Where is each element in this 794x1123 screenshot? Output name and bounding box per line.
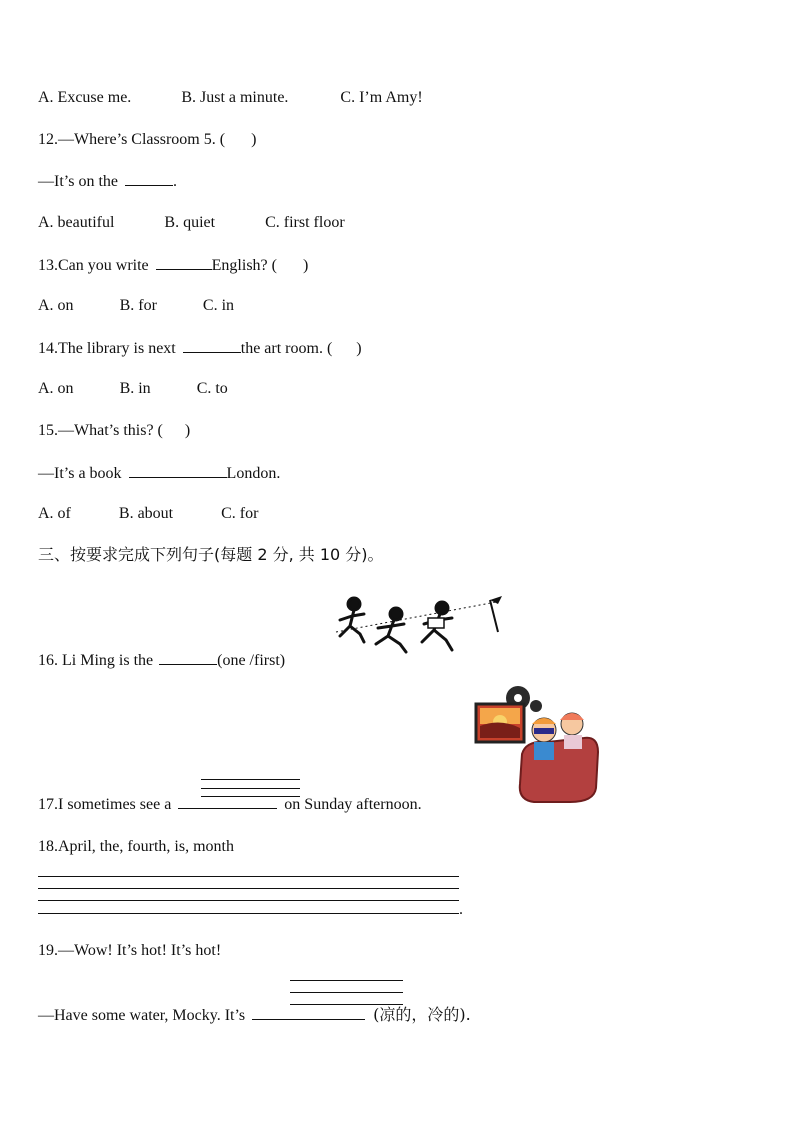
q18-rule-3[interactable] bbox=[38, 900, 459, 901]
q15-stem-end: ) bbox=[184, 422, 191, 439]
q12-stem-end: ) bbox=[251, 131, 257, 148]
q12-option-b[interactable]: B. quiet bbox=[164, 214, 216, 231]
q14-stem-pre: 14.The library is next bbox=[38, 340, 176, 357]
q18-rule-2[interactable] bbox=[38, 888, 459, 889]
q13-option-c[interactable]: C. in bbox=[202, 297, 235, 314]
q15-option-b[interactable]: B. about bbox=[118, 505, 174, 522]
q15-stem-text: 15.—What’s this? ( bbox=[38, 422, 163, 439]
q17-pre: 17.I sometimes see a bbox=[38, 796, 172, 813]
q12-answer-pre: —It’s on the bbox=[38, 173, 118, 190]
q12-stem bbox=[38, 130, 256, 150]
q14-stem bbox=[38, 338, 362, 359]
q14-option-a[interactable]: A. on bbox=[38, 380, 74, 397]
q13-options bbox=[38, 296, 234, 316]
q19-rule-2 bbox=[290, 992, 403, 993]
q16-pre: 16. Li Ming is the bbox=[38, 652, 154, 669]
q16-blank[interactable] bbox=[159, 650, 217, 665]
q13-stem-end: ) bbox=[302, 257, 309, 274]
q17-post: on Sunday afternoon. bbox=[284, 796, 422, 813]
q14-blank[interactable] bbox=[183, 338, 241, 353]
section3-heading: 三、按要求完成下列句子(每题 2 分, 共 10 分)。 bbox=[38, 545, 384, 564]
q13-blank[interactable] bbox=[156, 255, 212, 270]
q18-rule-1[interactable] bbox=[38, 876, 459, 877]
q13-stem bbox=[38, 255, 308, 276]
q15-option-a[interactable]: A. of bbox=[38, 505, 71, 522]
q12-stem-text: 12.—Where’s Classroom 5. ( bbox=[38, 131, 226, 148]
q12-answer-line bbox=[38, 171, 177, 192]
q19-answer-line bbox=[38, 1005, 471, 1026]
kids-watching-film-icon bbox=[474, 684, 602, 808]
q13-option-b[interactable]: B. for bbox=[119, 297, 157, 314]
q19-blank[interactable] bbox=[252, 1005, 365, 1020]
q12-option-c[interactable]: C. first floor bbox=[265, 214, 345, 231]
q15-stem bbox=[38, 421, 190, 441]
q18-rule-4[interactable] bbox=[38, 913, 459, 914]
q15-option-c[interactable]: C. for bbox=[221, 505, 259, 522]
q16-post: (one /first) bbox=[217, 652, 286, 669]
runners-race-icon bbox=[330, 592, 506, 664]
q15-answer-pre: —It’s a book bbox=[38, 465, 122, 482]
q19-stem: 19.—Wow! It’s hot! It’s hot! bbox=[38, 942, 222, 959]
q17-line bbox=[38, 794, 422, 815]
q12-blank[interactable] bbox=[125, 171, 173, 186]
q19-answer-pre: —Have some water, Mocky. It’s bbox=[38, 1007, 246, 1024]
q15-answer-line bbox=[38, 463, 280, 484]
q15-blank[interactable] bbox=[129, 463, 227, 478]
q19-hint: (凉的，冷的). bbox=[373, 1005, 471, 1024]
q11-options bbox=[38, 88, 423, 108]
q17-rule-1 bbox=[201, 779, 300, 780]
q12-option-a[interactable]: A. beautiful bbox=[38, 214, 115, 231]
q11-option-c[interactable]: C. I’m Amy! bbox=[340, 89, 423, 106]
q12-answer-post: . bbox=[173, 173, 177, 190]
q14-stem-post: the art room. ( bbox=[240, 340, 333, 357]
q18-end: . bbox=[459, 901, 463, 918]
q19-rule-1 bbox=[290, 980, 403, 981]
q15-answer-post: London. bbox=[226, 465, 281, 482]
q18-words: 18.April, the, fourth, is, month bbox=[38, 838, 234, 855]
q16-line bbox=[38, 650, 285, 671]
q13-stem-pre: 13.Can you write bbox=[38, 257, 149, 274]
q17-rule-2 bbox=[201, 788, 300, 789]
q13-option-a[interactable]: A. on bbox=[38, 297, 74, 314]
q14-options bbox=[38, 379, 228, 399]
q14-stem-end: ) bbox=[356, 340, 362, 357]
q11-option-b[interactable]: B. Just a minute. bbox=[181, 89, 289, 106]
q14-option-c[interactable]: C. to bbox=[196, 380, 228, 397]
q13-stem-post: English? ( bbox=[211, 257, 277, 274]
q17-blank[interactable] bbox=[178, 794, 277, 809]
q15-options bbox=[38, 504, 258, 524]
q14-option-b[interactable]: B. in bbox=[119, 380, 151, 397]
q12-options bbox=[38, 213, 345, 233]
q11-option-a[interactable]: A. Excuse me. bbox=[38, 89, 132, 106]
